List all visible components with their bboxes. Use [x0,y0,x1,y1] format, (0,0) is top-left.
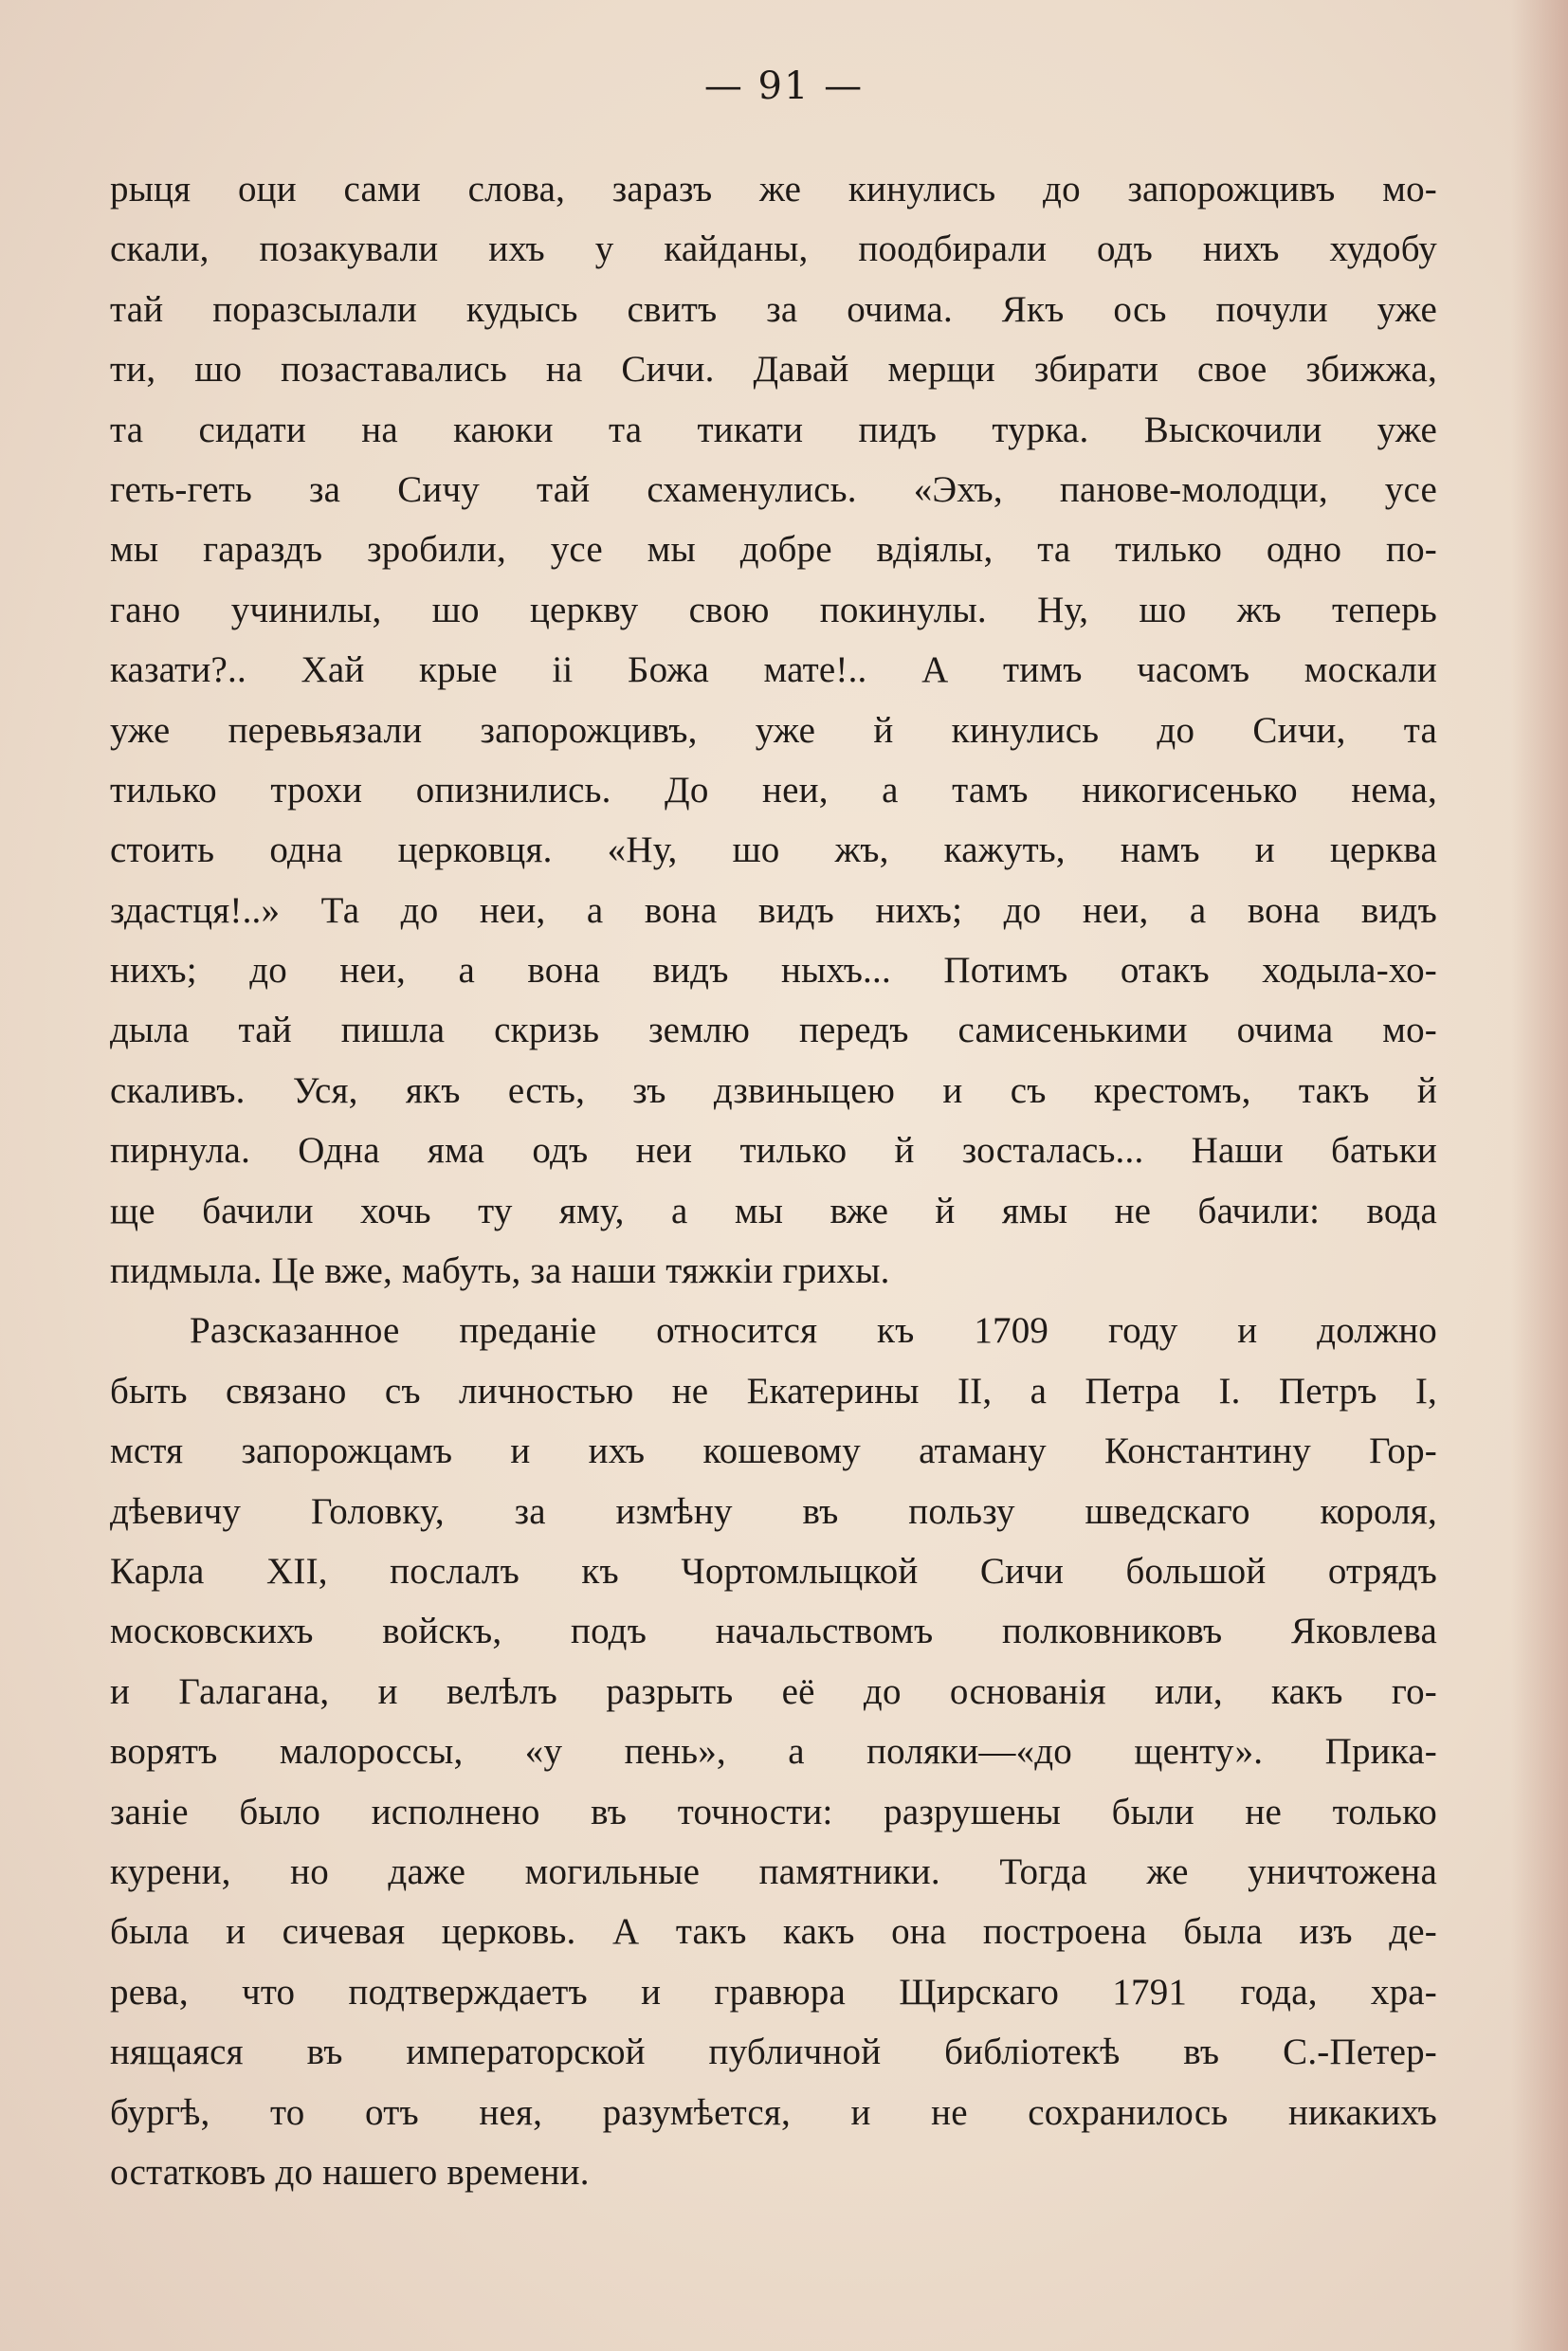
text-line: быть связано съ личностью не Екатерины II, а Петра I. Петръ I, [110,1370,1437,1412]
text-line: гано учинилы, шо церкву свою покинулы. Ну, шо жъ теперь [110,589,1437,630]
text-line: скаливъ. Уся, якъ есть, зъ дзвиныцею и съ крестомъ, такъ й [110,1069,1437,1111]
text-line: тай поразсылали кудысь свитъ за очима. Якъ ось почули уже [110,288,1437,330]
page-edge-shadow [1511,0,1568,2351]
text-line: московскихъ войскъ, подъ начальствомъ полковниковъ Яковлева [110,1611,1437,1652]
text-line: здастця!..» Та до неи, а вона видъ нихъ; до неи, а вона видъ [110,889,1437,931]
text-line: мы гараздъ зробили, усе мы добре вдiялы, та тилько одно по- [110,529,1437,571]
text-line: дыла тай пишла скризь землю передъ самисенькими очима мо- [110,1010,1437,1051]
text-line: пидмыла. Це вже, мабуть, за наши тяжкiи грихы. [110,1250,890,1292]
text-line: стоить одна церковця. «Ну, шо жъ, кажуть, намъ и церква [110,829,1437,871]
text-line: Карла XII, послалъ къ Чортомлыцкой Сичи большой отрядъ [110,1550,1437,1592]
text-line: скали, позакували ихъ у кайданы, поодбирали одъ нихъ худобу [110,228,1437,270]
text-line: мстя запорожцамъ и ихъ кошевому атаману Константину Гор- [110,1431,1437,1472]
text-line: казати?.. Хай крые ii Божа мате!.. А тимъ часомъ москали [110,649,1437,691]
text-line: рева, что подтверждаетъ и гравюра Щирскаго 1791 года, хра- [110,1971,1437,2013]
text-line: Разсказанное преданiе относится къ 1709 году и должно [190,1310,1437,1352]
text-line: бургѣ, то отъ нея, разумѣется, и не сохранилось никакихъ [110,2091,1437,2133]
text-line: была и сичевая церковь. А такъ какъ она построена была изъ де- [110,1911,1437,1953]
body-text [110,159,1437,2202]
text-line: ще бачили хочь ту яму, а мы вже й ямы не бачили: вода [110,1190,1437,1231]
text-line: нихъ; до неи, а вона видъ ныхъ... Потимъ отакъ ходыла-хо- [110,950,1437,992]
text-line: геть-геть за Сичу тай схаменулись. «Эхъ, панове-молодци, усе [110,468,1437,510]
text-line: и Галагана, и велѣлъ разрыть её до основанiя или, какъ го- [110,1670,1437,1712]
text-line: дѣевичу Головку, за измѣну въ пользу шведскаго короля, [110,1490,1437,1532]
text-line: та сидати на каюки та тикати пидъ турка. Выскочили уже [110,409,1437,450]
text-line: нящаяся въ императорской публичной библiотекѣ въ С.-Петер- [110,2032,1437,2073]
text-line: тилько трохи опизнились. До неи, а тамъ никогисенько нема, [110,769,1437,811]
text-line: уже перевьязали запорожцивъ, уже й кинулись до Сичи, та [110,709,1437,751]
text-line: рыця оци сами слова, заразъ же кинулись до запорожцивъ мо- [110,169,1437,210]
text-line: остатковъ до нашего времени. [110,2151,590,2193]
text-line: занiе было исполнено въ точности: разрушены были не только [110,1791,1437,1832]
text-line: ти, шо позаставались на Сичи. Давай мерщи збирати свое збижжа, [110,349,1437,391]
page-number: — 91 — [703,64,865,108]
text-line: пирнула. Одна яма одъ неи тилько й зосталась... Наши батьки [110,1130,1437,1172]
text-line: ворятъ малороссы, «у пень», а поляки—«до щенту». Прика- [110,1731,1437,1773]
text-line: курени, но даже могильные памятники. Тогда же уничтожена [110,1850,1437,1892]
